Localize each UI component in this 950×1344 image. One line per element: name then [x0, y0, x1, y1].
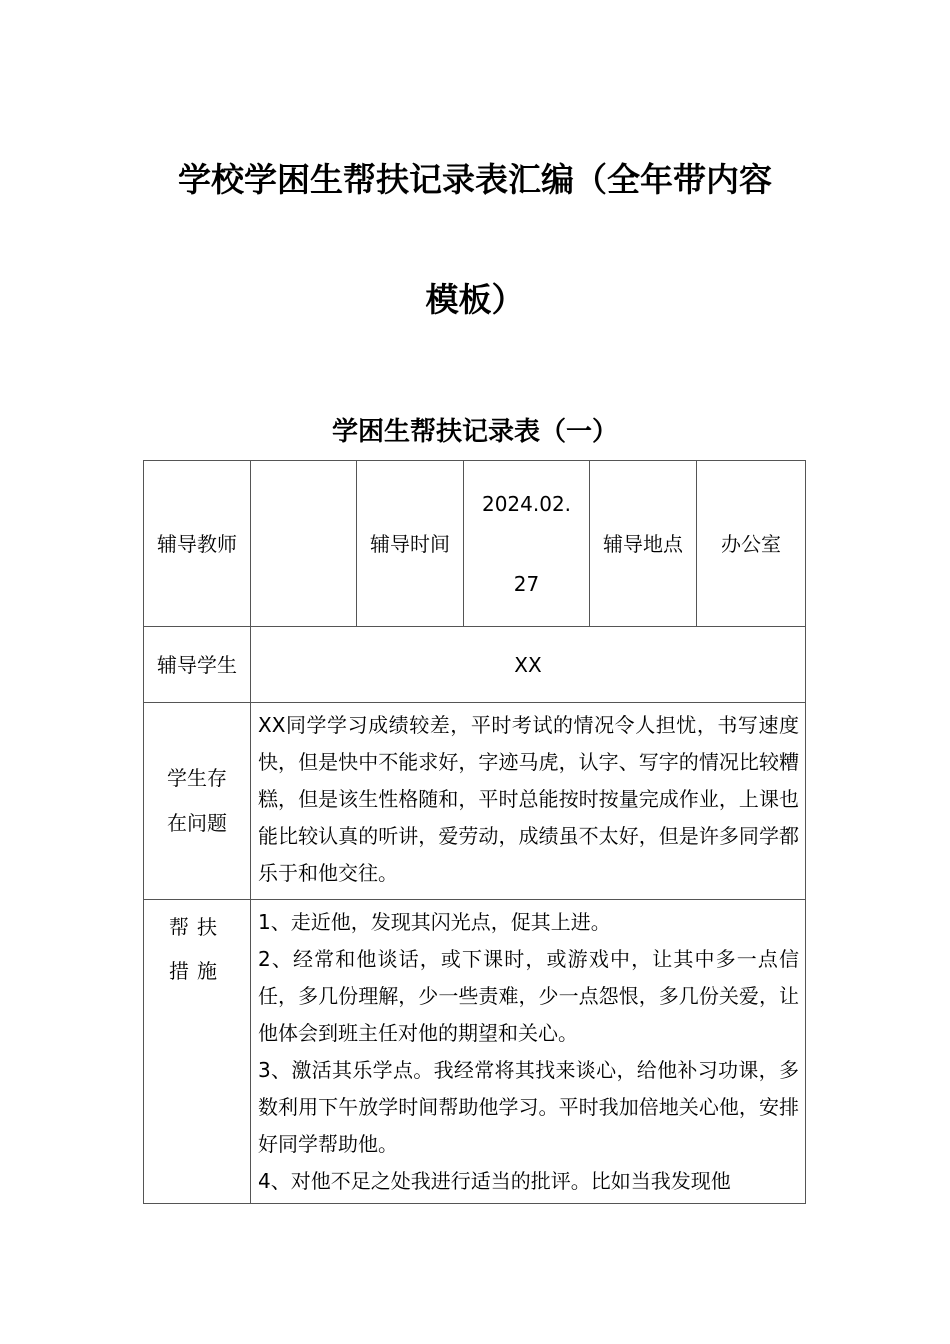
time-value-part2: 27: [513, 571, 540, 596]
problem-label-line2: 在问题: [167, 811, 227, 835]
measure-label-cell: [144, 900, 251, 1204]
document-title-line-1: 学校学困生帮扶记录表汇编（全年带内容: [178, 160, 772, 199]
time-value-cell: [464, 461, 590, 627]
student-value-cell: XX: [251, 627, 806, 703]
teacher-value-cell: [251, 461, 357, 627]
problem-label: [162, 756, 232, 846]
measures-text-cell: [251, 900, 806, 1204]
time-value-spacer: [464, 522, 589, 566]
table-row-info: [144, 461, 806, 627]
table-row-problems: [144, 703, 806, 900]
measure-item-1: 1、走近他，发现其闪光点，促其上进。: [258, 910, 611, 934]
measure-label-line2: 措施: [169, 959, 225, 983]
problem-label-line1: 学生存: [167, 766, 227, 790]
measure-item-3: 3、激活其乐学点。我经常将其找来谈心，给他补习功课，多数利用下午放学时间帮助他学习。平时我加倍地关心他，安排好同学帮助他。: [258, 1058, 799, 1156]
table-row-student: [144, 627, 806, 703]
measure-item-2: 2、经常和他谈话，或下课时，或游戏中，让其中多一点信任，多几份理解，少一些责难，少一点怨恨，多几份关爱，让他体会到班主任对他的期望和关心。: [258, 947, 799, 1045]
measure-item-4: 4、对他不足之处我进行适当的批评。比如当我发现他: [258, 1169, 731, 1193]
table-row-measures: [144, 900, 806, 1204]
time-value-part1: 2024.02.: [481, 491, 572, 516]
table-title: 学困生帮扶记录表（一）: [331, 417, 618, 447]
place-value-cell: 办公室: [697, 461, 806, 627]
document-title-line-2: 模板）: [425, 280, 525, 319]
problem-text-cell: XX同学学习成绩较差，平时考试的情况令人担忧，书写速度快，但是快中不能求好，字迹马虎，认字、写字的情况比较糟糕，但是该生性格随和，平时总能按时按量完成作业，上课也能比较认真的听讲，爱劳动，成绩虽不太好，但是许多同学都乐于和他交往。: [251, 703, 806, 900]
teacher-label-cell: 辅导教师: [144, 461, 251, 627]
time-label-cell: 辅导时间: [357, 461, 464, 627]
tutoring-record-table: [143, 460, 806, 1204]
problem-label-cell: [144, 703, 251, 900]
student-label-cell: 辅导学生: [144, 627, 251, 703]
measure-label-line1: 帮扶: [169, 915, 225, 939]
place-label-cell: 辅导地点: [590, 461, 697, 627]
